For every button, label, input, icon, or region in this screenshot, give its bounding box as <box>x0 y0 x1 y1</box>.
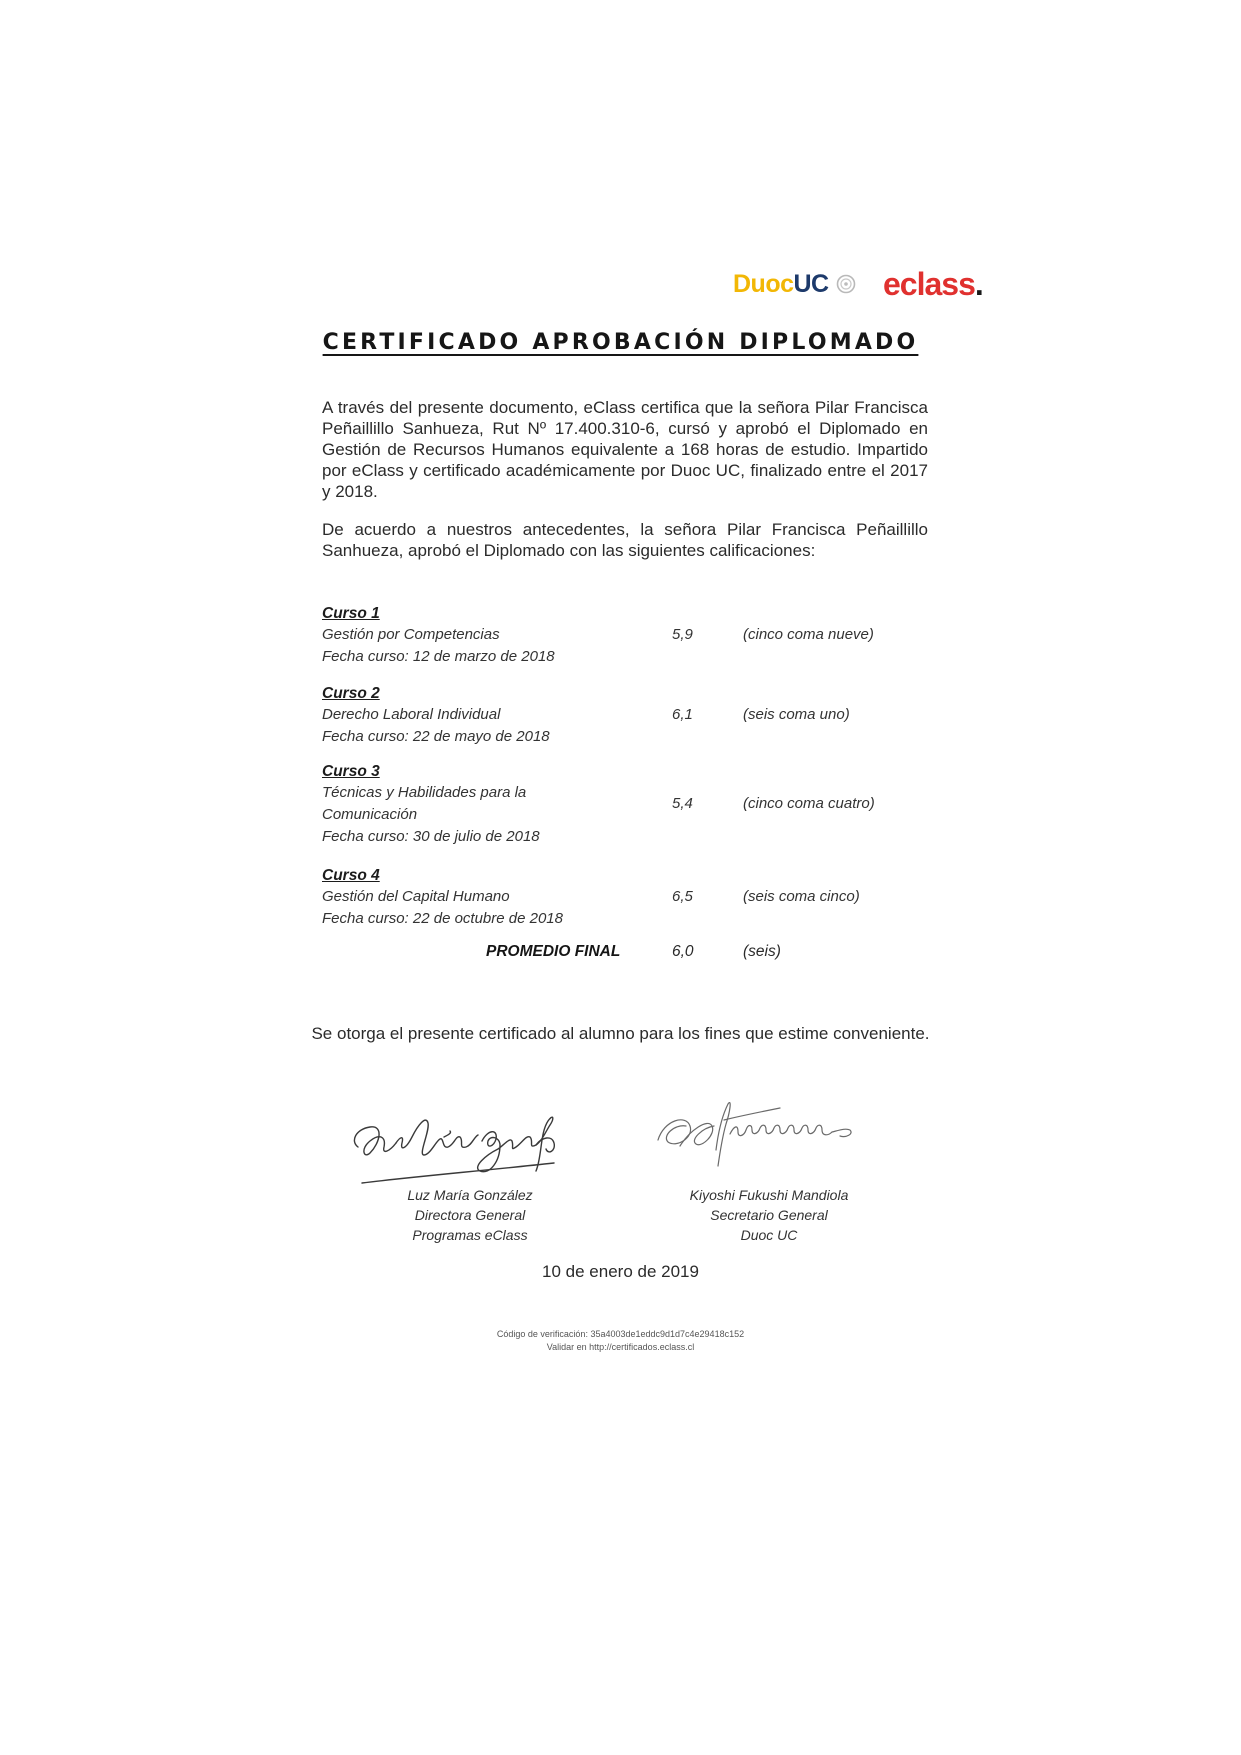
course-block <box>322 684 922 748</box>
course-label: Curso 1 <box>322 605 380 622</box>
course-grade-words: (seis coma cinco) <box>743 888 860 905</box>
signer-name: Kiyoshi Fukushi Mandiola <box>689 1187 849 1203</box>
signer-role: Secretario General <box>710 1207 828 1223</box>
grades-intro-paragraph: De acuerdo a nuestros antecedentes, la señora Pilar Francisca Peñaillillo Sanhueza, aprobó el Diplomado con las siguientes calificaciones: <box>322 520 928 560</box>
course-grade: 6,5 <box>672 888 693 905</box>
closing-statement: Se otorga el presente certificado al alumno para los fines que estime conveniente. <box>311 1024 930 1043</box>
course-grade-words: (seis coma uno) <box>743 706 850 723</box>
course-label: Curso 3 <box>322 763 380 780</box>
final-average-grade: 6,0 <box>672 943 694 960</box>
signer-block <box>340 1185 600 1245</box>
course-grade: 6,1 <box>672 706 693 723</box>
course-label: Curso 4 <box>322 867 380 884</box>
duoc-uc-logo: DuocUC <box>733 270 829 298</box>
course-block <box>322 866 922 930</box>
signer-organization: Duoc UC <box>740 1227 798 1243</box>
eclass-logo: eclass. <box>883 266 983 302</box>
signer-role: Directora General <box>414 1207 526 1223</box>
signer-name: Luz María González <box>407 1187 533 1203</box>
signature-luz-maria-gonzalez <box>340 1085 600 1195</box>
course-date: Fecha curso: 12 de marzo de 2018 <box>322 648 555 665</box>
course-label: Curso 2 <box>322 685 380 702</box>
course-name: Gestión por Competencias <box>322 626 500 643</box>
verification-footer <box>0 1328 1241 1354</box>
course-grade-words: (cinco coma cuatro) <box>743 795 875 812</box>
final-average-row <box>322 940 922 964</box>
course-date: Fecha curso: 22 de mayo de 2018 <box>322 728 550 745</box>
verification-code: Código de verificación: 35a4003de1eddc9d1d7c4e29418c152 <box>496 1329 745 1339</box>
course-name: Técnicas y Habilidades para la <box>322 784 527 801</box>
signature-kiyoshi-fukushi <box>650 1090 870 1170</box>
course-block <box>322 762 922 848</box>
certificate-title: CERTIFICADO APROBACIÓN DIPLOMADO <box>322 330 919 355</box>
course-name: Gestión del Capital Humano <box>322 888 510 905</box>
header-logos <box>733 268 993 308</box>
signer-organization: Programas eClass <box>412 1227 528 1243</box>
course-name: Derecho Laboral Individual <box>322 706 501 723</box>
verification-url[interactable]: Validar en http://certificados.eclass.cl <box>546 1342 695 1352</box>
final-average-label: PROMEDIO FINAL <box>486 943 621 960</box>
course-block <box>322 604 922 668</box>
signer-block <box>639 1185 899 1245</box>
course-name-continued: Comunicación <box>322 806 418 823</box>
duoc-seal-icon <box>836 274 856 294</box>
course-grade-words: (cinco coma nueve) <box>743 626 874 643</box>
issue-date: 10 de enero de 2019 <box>542 1262 699 1281</box>
course-grade: 5,4 <box>672 795 693 812</box>
course-date: Fecha curso: 30 de julio de 2018 <box>322 828 540 845</box>
intro-paragraph: A través del presente documento, eClass certifica que la señora Pilar Francisca Peñaillillo Sanhueza, Rut Nº 17.400.310-6, cursó y aprobó el Diplomado en Gestión de Recursos Humanos equivalente a 168 horas de estudio. Impartido por eClass y certificado académicamente por Duoc UC, finalizado entre el 2017 y 2018. <box>322 398 928 501</box>
course-date: Fecha curso: 22 de octubre de 2018 <box>322 910 563 927</box>
course-grade: 5,9 <box>672 626 693 643</box>
final-average-words: (seis) <box>743 943 781 960</box>
